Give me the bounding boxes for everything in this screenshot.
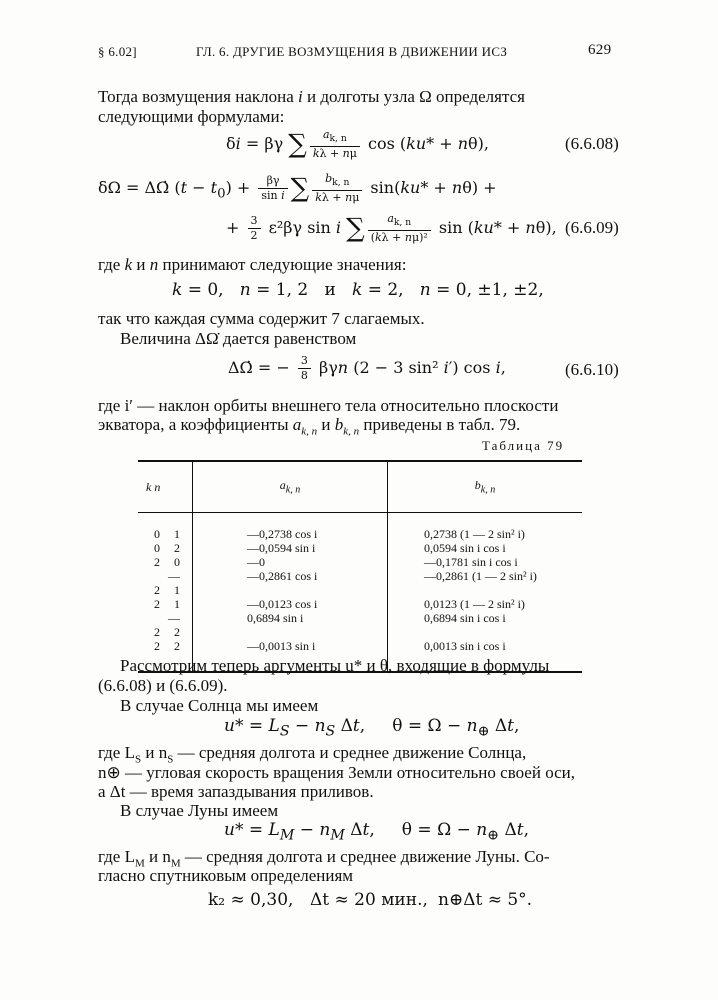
col-header-b: $b_{k, n}$ bbox=[388, 461, 583, 513]
equation-number-6-6-09: (6.6.09) bbox=[565, 218, 619, 237]
equation-number-6-6-08: (6.6.08) bbox=[565, 134, 619, 153]
section-ref: § 6.02] bbox=[98, 44, 137, 59]
running-header: ГЛ. 6. ДРУГИЕ ВОЗМУЩЕНИЯ В ДВИЖЕНИИ ИСЗ bbox=[196, 44, 508, 59]
final-value-k2: k₂ ≈ 0,30, bbox=[208, 890, 294, 910]
table-79 bbox=[138, 460, 582, 673]
table-row: 2 1 —0,0123 cos i 0,0123 (1 — 2 sin² i) bbox=[138, 597, 582, 611]
para1-line2: следующими формулами: bbox=[98, 107, 285, 126]
para2-line1: где k и n принимают следующие значения: bbox=[98, 255, 407, 274]
para5-line1: где $L_S$ и $n_S$ — средняя долгота и среднее движение Солнца, bbox=[98, 743, 527, 766]
para5-line3: а Δt — время запаздывания приливов. bbox=[98, 782, 374, 801]
equation-6-6-09-line2: + $\frac{3}{2}$ ε²βγ sin i ∑ $\frac{a_{k, n}}{\text{(kλ + nμ)²}}$ sin (ku* + nθ), bbox=[226, 212, 557, 245]
table-row: 2 0 —0 —0,1781 sin i cos i bbox=[138, 555, 582, 569]
col-header-kn: k n bbox=[138, 461, 193, 513]
para1-line1: Тогда возмущения наклона i и долготы узла Ω определятся bbox=[98, 87, 525, 106]
para4-line2: (6.6.08) и (6.6.09). bbox=[98, 676, 228, 695]
equation-6-6-10: ΔΩ̇ = − $\frac{3}{8}$ βγn (2 − 3 sin² i′) cos i, bbox=[228, 354, 506, 382]
equation-moon: $u* = L_M - n_M$ Δt, $\theta = \Omega - n_\oplus$ Δt, bbox=[224, 820, 529, 844]
para2-line4: Величина ΔΩ̇ дается равенством bbox=[120, 329, 357, 348]
para6-line1: где $L_M$ и $n_M$ — средняя долгота и среднее движение Луны. Со- bbox=[98, 847, 550, 870]
para3-line1: где i′ — наклон орбиты внешнего тела относительно плоскости bbox=[98, 396, 559, 415]
final-value-nd: n⊕Δt ≈ 5°. bbox=[438, 890, 533, 910]
para5-line4: В случае Луны имеем bbox=[120, 801, 279, 820]
table-row: 0 2 —0,0594 sin i 0,0594 sin i cos i bbox=[138, 541, 582, 555]
equation-6-6-09-line1: δΩ = ΔΩ̇ $(t - t_0)$ + $\frac{\beta\gamma}{\text{sin i}}$ ∑ $\frac{b_{k, n}}{k\lambda + n\mu}$ sin(ku* + nθ) + bbox=[98, 172, 497, 205]
para5-line2: n⊕ — угловая скорость вращения Земли относительно своей оси, bbox=[98, 763, 576, 782]
table-caption: Таблица 79 bbox=[482, 438, 565, 453]
table-row: 2 2 —0,0013 sin i 0,0013 sin i cos i bbox=[138, 639, 582, 672]
table-row: 0 1 —0,2738 cos i 0,2738 (1 — 2 sin² i) bbox=[138, 513, 582, 542]
para2-line3: так что каждая сумма содержит 7 слагаемых. bbox=[98, 309, 425, 328]
equation-6-6-08: δi = βγ ∑ $\frac{a_{k, n}}{k\lambda + n\mu}$ cos (ku* + nθ), bbox=[226, 128, 489, 161]
para4-line3: В случае Солнца мы имеем bbox=[120, 696, 319, 715]
table-row: 2 —1 —0,2861 cos i —0,2861 (1 — 2 sin² i) bbox=[138, 569, 582, 597]
para4-line1: Рассмотрим теперь аргументы u* и θ, входящие в формулы bbox=[120, 656, 550, 675]
col-header-a: $a_{k, n}$ bbox=[193, 461, 388, 513]
table-row: 2 —2 0,6894 sin i 0,6894 sin i cos i bbox=[138, 611, 582, 639]
equation-sun: $u* = L_S - n_S$ Δt, $\theta = \Omega - n_\oplus$ Δt, bbox=[224, 716, 520, 740]
para6-line2: гласно спутниковым определениям bbox=[98, 866, 354, 885]
values-k-n: k = 0, n = 1, 2 и k = 2, n = 0, ±1, ±2, bbox=[172, 280, 544, 300]
final-value-dt: Δt ≈ 20 мин., bbox=[310, 890, 428, 910]
para3-line2: экватора, а коэффициенты $a_{k, n}$ и $b_{k, n}$ приведены в табл. 79. bbox=[98, 415, 521, 438]
page-number: 629 bbox=[588, 42, 612, 58]
equation-number-6-6-10: (6.6.10) bbox=[565, 360, 619, 379]
